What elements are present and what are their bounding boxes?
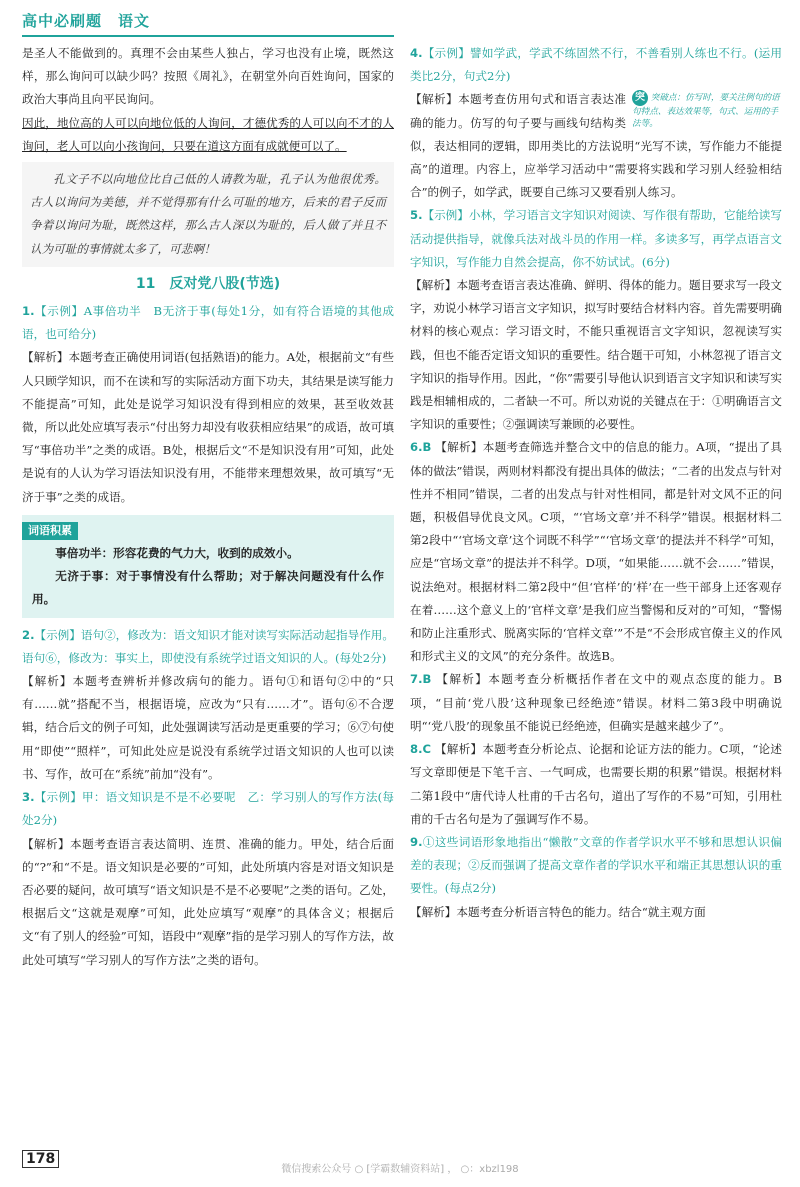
q2-answer-text: 【示例】语句②，修改为：语文知识才能对读写实际活动起指导作用。语句⑥，修改为：事实上，即使没有系统学过语文知识的人。(每处2分) (22, 627, 394, 665)
vocab-item-1: 事倍功半：形容花费的气力大，收到的成效小。 (55, 546, 299, 561)
q2-answer (22, 624, 394, 670)
footer-watermark: 微信搜索公众号 ○ [学霸数辅资料站] ， ○：xbzl198 (281, 1164, 519, 1175)
q5-analysis: 【解析】本题考查语言表达准确、鲜明、得体的能力。题目要求写一段文字，劝说小林学习语言文字知识，拟写时要结合材料内容。首先需要明确材料的核心观点：学习语文时，不能只重视语言文字知识，忽视读写实践，但也不能否定语文知识的重要性。结合题干可知，小林忽视了语言文字知识的指导作用。因此，“你”需要引导他认识到语言文字知识和读写实践是相辅相成的，二者缺一不可。所以劝说的关键点在于：①明确语言文字知识的重要性；②强调读写兼顾的必要性。 (410, 278, 782, 432)
q3-answer-text: 【示例】甲：语文知识是不是不必要呢 乙：学习别人的写作方法(每处2分) (22, 790, 394, 828)
page-number: 178 (22, 1150, 59, 1168)
q6-item (410, 436, 782, 668)
breakthrough-tip (632, 90, 782, 130)
vocab-box (22, 515, 394, 618)
left-column (22, 42, 394, 972)
q1-analysis: 【解析】本题考查正确使用词语(包括熟语)的能力。A处，根据前文“有些人只顾学知识，而不在读和写的实际活动方面下功夫，其结果是读写能力不能提高”可知，此处是说学习知识没有得到相应的效果，甚至收效甚微，所以此处应填写表示“付出努力却没有收获相应结果”的成语，故可填写“事倍功半”之类的成语。B处，根据后文“不是知识没有用”可知，此处是说有的人认为学习语法知识没有用，不能带来理想效果，故可填写“无济于事”之类的成语。 (22, 350, 394, 504)
breakthrough-icon: 突 (632, 90, 648, 106)
q4-analysis: 【解析】本题考查仿用句式和语言表达准确的能力。仿写的句子要与画线句结构类似，表达相同的逻辑，即用类比的方法说明“光写不读，写作能力不能提高”的道理。内容上，应举学习活动中“需要将实践和学习别人经验相结合”的例子，如学武，既要自己练习又要看别人练习。 (410, 92, 782, 200)
q1-answer (22, 300, 394, 346)
q3-analysis: 【解析】本题考查语言表达简明、连贯、准确的能力。甲处，结合后面的“?”和“不是。语文知识是必要的”可知，此处所填内容是对语文知识是否必要的疑问，故可填写“语文知识是不是不必要呢”之类的语句。乙处，根据后文“这就是观摩”可知，此处应填写“观摩”的具体含义；根据后文“有了别人的经验”可知，语段中“观摩”指的是学习别人的写作方法，故此处可填写“学习别人的写作方法”之类的语句。 (22, 836, 394, 967)
q1-number: 1. (22, 304, 35, 319)
q9-number: 9. (410, 834, 423, 849)
tip-text: 突破点：仿写时，要关注例句的语句特点、表达效果等，句式、运用的手法等。 (632, 93, 780, 130)
q9-answer (410, 831, 782, 901)
section-title: 11 反对党八股(节选) (135, 275, 281, 292)
page-header (22, 10, 392, 36)
q9-answer-text: ①这些词语形象地指出“懒散”文章的作者学识水平不够和思想认识偏差的表现；②反而强调了提高文章作者的学识水平和端正其思想认识的重要性。(每点2分) (410, 834, 782, 896)
q8-number: 8.C (410, 742, 431, 757)
q7-item (410, 668, 782, 738)
q4-answer-text: 【示例】譬如学武，学武不练固然不行，不善看别人练也不行。(运用类比2分，句式2分) (410, 46, 782, 84)
right-column (410, 42, 782, 924)
intro-paragraph-1: 是圣人不能做到的。真理不会由某些人独占，学习也没有止境，既然这样，那么询问可以缺少吗？按照《周礼》，在朝堂外向百姓询问，国家的政治大事尚且向平民询问。 (22, 46, 394, 107)
vocab-item-2: 无济于事：对于事情没有什么帮助；对于解决问题没有什么作用。 (32, 569, 384, 607)
q6-analysis: 【解析】本题考查筛选并整合文中的信息的能力。A项，“提出了具体的做法”错误，两则材料都没有提出具体的做法；“二者的出发点与针对性并不相同”错误，二者的出发点与针对性相同，都是针对文风不正的问题，积极倡导优良文风。C项，“‘官场文章’并不科学”错误。根据材料二第2段中“‘官场文章’这个词既不科学”“‘官场文章’的提法并不科学”可知，应是“官场文章”的提法并不科学。D项，“如果能……就不会……”错误，说法绝对。根据材料二第2段中“但‘官样’的‘样’在一些干部身上还客观存在着……这个意义上的‘官样文章’是我们应当警惕和反对的”可知，“警惕和防止注重形式、脱离实际的‘官样文章’”不是“不会形成官僚主义的作风和形式主义的文风”的充分条件。故选B。 (410, 440, 783, 664)
q2-analysis: 【解析】本题考查辨析并修改病句的能力。语句①和语句②中的“只有……就”搭配不当，根据语境，应改为“只有……才”。语句⑥不合逻辑，结合后文的例子可知，此处强调读写活动是更重要的学习；⑥⑦句使用“即使”“照样”，可知此处应是说没有系统学过语文知识的人也可以读书、写作，故可在“系统”前加“没有”。 (22, 674, 394, 781)
q8-item (410, 738, 782, 831)
q4-answer (410, 42, 782, 88)
q5-answer (410, 204, 782, 274)
q6-number: 6.B (410, 440, 432, 455)
q5-answer-text: 【示例】小林，学习语言文字知识对阅读、写作很有帮助，它能给读写活动提供指导，就像兵法对战斗员的作用一样。多读多写，再学点语言文字知识，写作能力自然会提高，你不妨试试。(6分) (410, 208, 782, 269)
vocab-label: 词语积累 (22, 522, 78, 540)
header-divider (22, 35, 394, 37)
q3-number: 3. (22, 790, 35, 805)
header-title: 高中必刷题 语文 (22, 12, 151, 30)
q3-answer (22, 786, 394, 832)
q2-number: 2. (22, 627, 35, 642)
q7-analysis: 【解析】本题考查分析概括作者在文中的观点态度的能力。B项，“目前‘党八股’这种现象已经绝迹”错误。材料二第3段中明确说明“‘党八股’的现象虽不能说已经绝迹，但确实是越来越少了”。 (410, 672, 782, 733)
translation-paragraph: 孔文子不以向地位比自己低的人请教为耻，孔子认为他很优秀。古人以询问为美德，并不觉得那有什么可耻的地方，后来的君子反而争着以询问为耻，既然这样，那么古人深以为耻的，后人做了并且不认为可耻的事情就太多了，可悲啊！ (22, 162, 394, 267)
q1-answer-text: 【示例】A事倍功半 B无济于事(每处1分，如有符合语境的其他成语，也可给分) (22, 304, 394, 342)
q4-number: 4. (410, 46, 423, 60)
intro-paragraph-2: 因此，地位高的人可以向地位低的人询问，才德优秀的人可以向不才的人询问，老人可以向小孩询问，只要在道这方面有成就便可以了。 (22, 115, 394, 153)
q5-number: 5. (410, 208, 423, 223)
q7-number: 7.B (410, 672, 432, 687)
q8-analysis: 【解析】本题考查分析论点、论据和论证方法的能力。C项，“论述写文章即便是下笔千言、一气呵成，也需要长期的积累”错误。根据材料二第1段中“唐代诗人杜甫的千古名句，道出了写作的不易”可知，引用杜甫的千古名句是为了强调写作不易。 (410, 742, 782, 826)
q9-analysis: 【解析】本题考查分析语言特色的能力。结合“就主观方面 (410, 904, 706, 919)
